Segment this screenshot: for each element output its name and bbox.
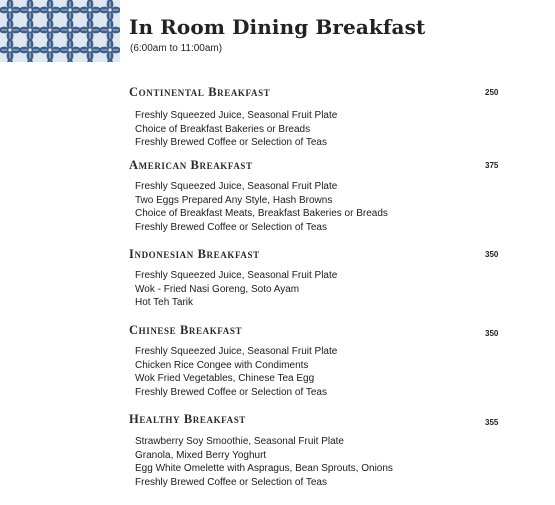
menu-item: Choice of Breakfast Bakeries or Breads	[135, 123, 311, 135]
section-items	[135, 109, 337, 150]
menu-item: Freshly Squeezed Juice, Seasonal Fruit Plate	[135, 110, 338, 121]
section-heading	[129, 156, 253, 172]
menu-item: Strawberry Soy Smoothie, Seasonal Fruit Plate	[135, 436, 344, 447]
section-title: Healthy Breakfast	[129, 412, 246, 426]
section-price: 350	[485, 250, 499, 259]
section-heading	[129, 410, 246, 426]
menu-item: Wok - Fried Nasi Goreng, Soto Ayam	[135, 283, 300, 295]
menu-item: Two Eggs Prepared Any Style, Hash Browns	[135, 194, 333, 206]
page-title: In Room Dining Breakfast	[129, 15, 426, 39]
section-title: Indonesian Breakfast	[129, 247, 260, 261]
section-price: 350	[485, 329, 499, 338]
section-items	[135, 345, 337, 399]
menu-item: Choice of Breakfast Meats, Breakfast Bakeries or Breads	[135, 208, 388, 219]
section-title: American Breakfast	[129, 158, 253, 172]
menu-item: Chicken Rice Congee with Condiments	[135, 359, 309, 371]
service-hours: (6:00am to 11:00am)	[130, 43, 223, 54]
menu-item: Freshly Brewed Coffee or Selection of Teas	[135, 137, 327, 148]
section-heading	[129, 83, 270, 99]
menu-item: Egg White Omelette with Aspragus, Bean Sprouts, Onions	[135, 463, 393, 474]
section-price: 375	[485, 161, 499, 170]
menu-item: Freshly Brewed Coffee or Selection of Teas	[135, 386, 327, 398]
menu-item: Freshly Brewed Coffee or Selection of Teas	[135, 476, 327, 488]
section-items	[135, 269, 337, 310]
section-title: Chinese Breakfast	[129, 323, 243, 337]
section-items	[135, 180, 388, 234]
menu-item: Hot Teh Tarik	[135, 297, 193, 308]
section-heading	[129, 245, 260, 261]
menu-item: Freshly Squeezed Juice, Seasonal Fruit Plate	[135, 270, 338, 281]
section-price: 250	[485, 88, 499, 97]
section-title: Continental Breakfast	[129, 85, 271, 99]
menu-item: Granola, Mixed Berry Yoghurt	[135, 449, 267, 461]
section-items	[135, 435, 393, 489]
menu-item: Freshly Squeezed Juice, Seasonal Fruit Plate	[135, 346, 338, 357]
menu-item: Wok Fried Vegetables, Chinese Tea Egg	[135, 373, 315, 384]
section-price: 355	[485, 418, 499, 427]
section-heading	[129, 321, 242, 337]
menu-item: Freshly Brewed Coffee or Selection of Teas	[135, 221, 327, 233]
menu-item: Freshly Squeezed Juice, Seasonal Fruit Plate	[135, 181, 338, 192]
